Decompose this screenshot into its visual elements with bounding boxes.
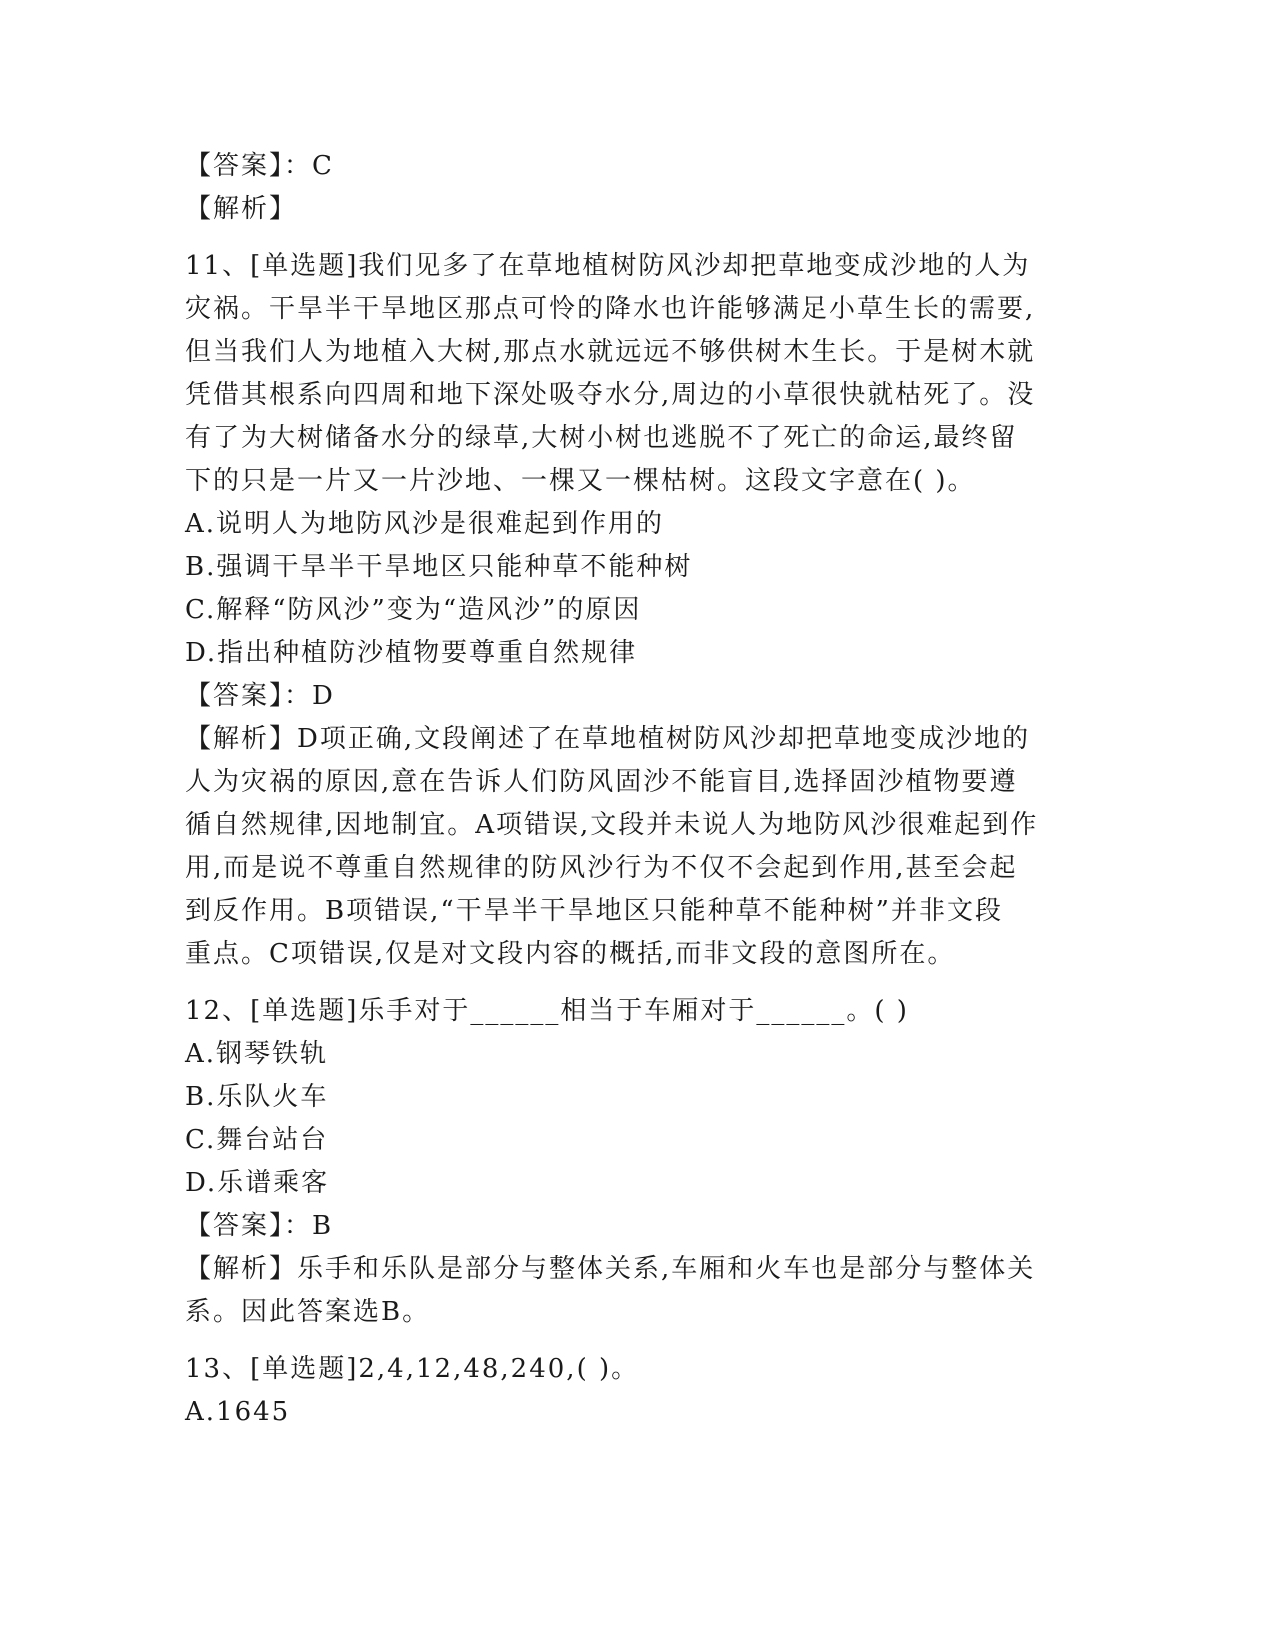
q13-stem: 13、[单选题]2,4,12,48,240,( )。 — [185, 1354, 640, 1384]
q11-answer: 【答案】：D — [185, 681, 335, 711]
prev-analysis: 【解析】 — [185, 194, 298, 224]
q11-option-b: B.强调干旱半干旱地区只能种草不能种树 — [185, 552, 693, 582]
q11-stem-line: 但当我们人为地植入大树,那点水就远远不够供树木生长。于是树木就 — [185, 337, 1036, 367]
question-13 — [185, 1348, 1085, 1434]
q11-stem-line: 凭借其根系向四周和地下深处吸夺水分,周边的小草很快就枯死了。没 — [185, 380, 1036, 410]
q11-analysis-line: 人为灾祸的原因,意在告诉人们防风固沙不能盲目,选择固沙植物要遵 — [185, 767, 1018, 797]
q12-answer: 【答案】：B — [185, 1211, 334, 1241]
q12-option-b: B.乐队火车 — [185, 1082, 329, 1112]
q11-option-d: D.指出种植防沙植物要尊重自然规律 — [185, 638, 638, 668]
q11-stem-line: 11、[单选题]我们见多了在草地植树防风沙却把草地变成沙地的人为 — [185, 251, 1031, 281]
prev-answer: 【答案】：C — [185, 151, 334, 181]
q11-analysis-line: 【解析】D项正确,文段阐述了在草地植树防风沙却把草地变成沙地的 — [185, 724, 1031, 754]
q12-stem: 12、[单选题]乐手对于______相当于车厢对于______。( ) — [185, 996, 909, 1026]
q11-analysis-line: 重点。C项错误,仅是对文段内容的概括,而非文段的意图所在。 — [185, 939, 956, 969]
document-page — [185, 145, 1085, 1434]
q12-analysis-line: 【解析】乐手和乐队是部分与整体关系,车厢和火车也是部分与整体关 — [185, 1254, 1036, 1284]
q13-option-a: A.1645 — [185, 1397, 291, 1427]
q12-option-c: C.舞台站台 — [185, 1125, 329, 1155]
q11-stem-line: 灾祸。干旱半干旱地区那点可怜的降水也许能够满足小草生长的需要, — [185, 294, 1036, 324]
q11-analysis-line: 用,而是说不尊重自然规律的防风沙行为不仅不会起到作用,甚至会起 — [185, 853, 1018, 883]
question-12 — [185, 990, 1085, 1334]
q12-analysis-line: 系。因此答案选B。 — [185, 1297, 431, 1327]
q12-option-a: A.钢琴铁轨 — [185, 1039, 329, 1069]
q12-option-d: D.乐谱乘客 — [185, 1168, 330, 1198]
q11-option-a: A.说明人为地防风沙是很难起到作用的 — [185, 509, 665, 539]
q11-option-c: C.解释“防风沙”变为“造风沙”的原因 — [185, 595, 642, 625]
q11-analysis-line: 到反作用。B项错误,“干旱半干旱地区只能种草不能种树”并非文段 — [185, 896, 1003, 926]
q11-analysis-line: 循自然规律,因地制宜。A项错误,文段并未说人为地防风沙很难起到作 — [185, 810, 1039, 840]
q11-stem-line: 有了为大树储备水分的绿草,大树小树也逃脱不了死亡的命运,最终留 — [185, 423, 1018, 453]
q11-stem-line: 下的只是一片又一片沙地、一棵又一棵枯树。这段文字意在( )。 — [185, 466, 976, 496]
question-11 — [185, 245, 1085, 976]
